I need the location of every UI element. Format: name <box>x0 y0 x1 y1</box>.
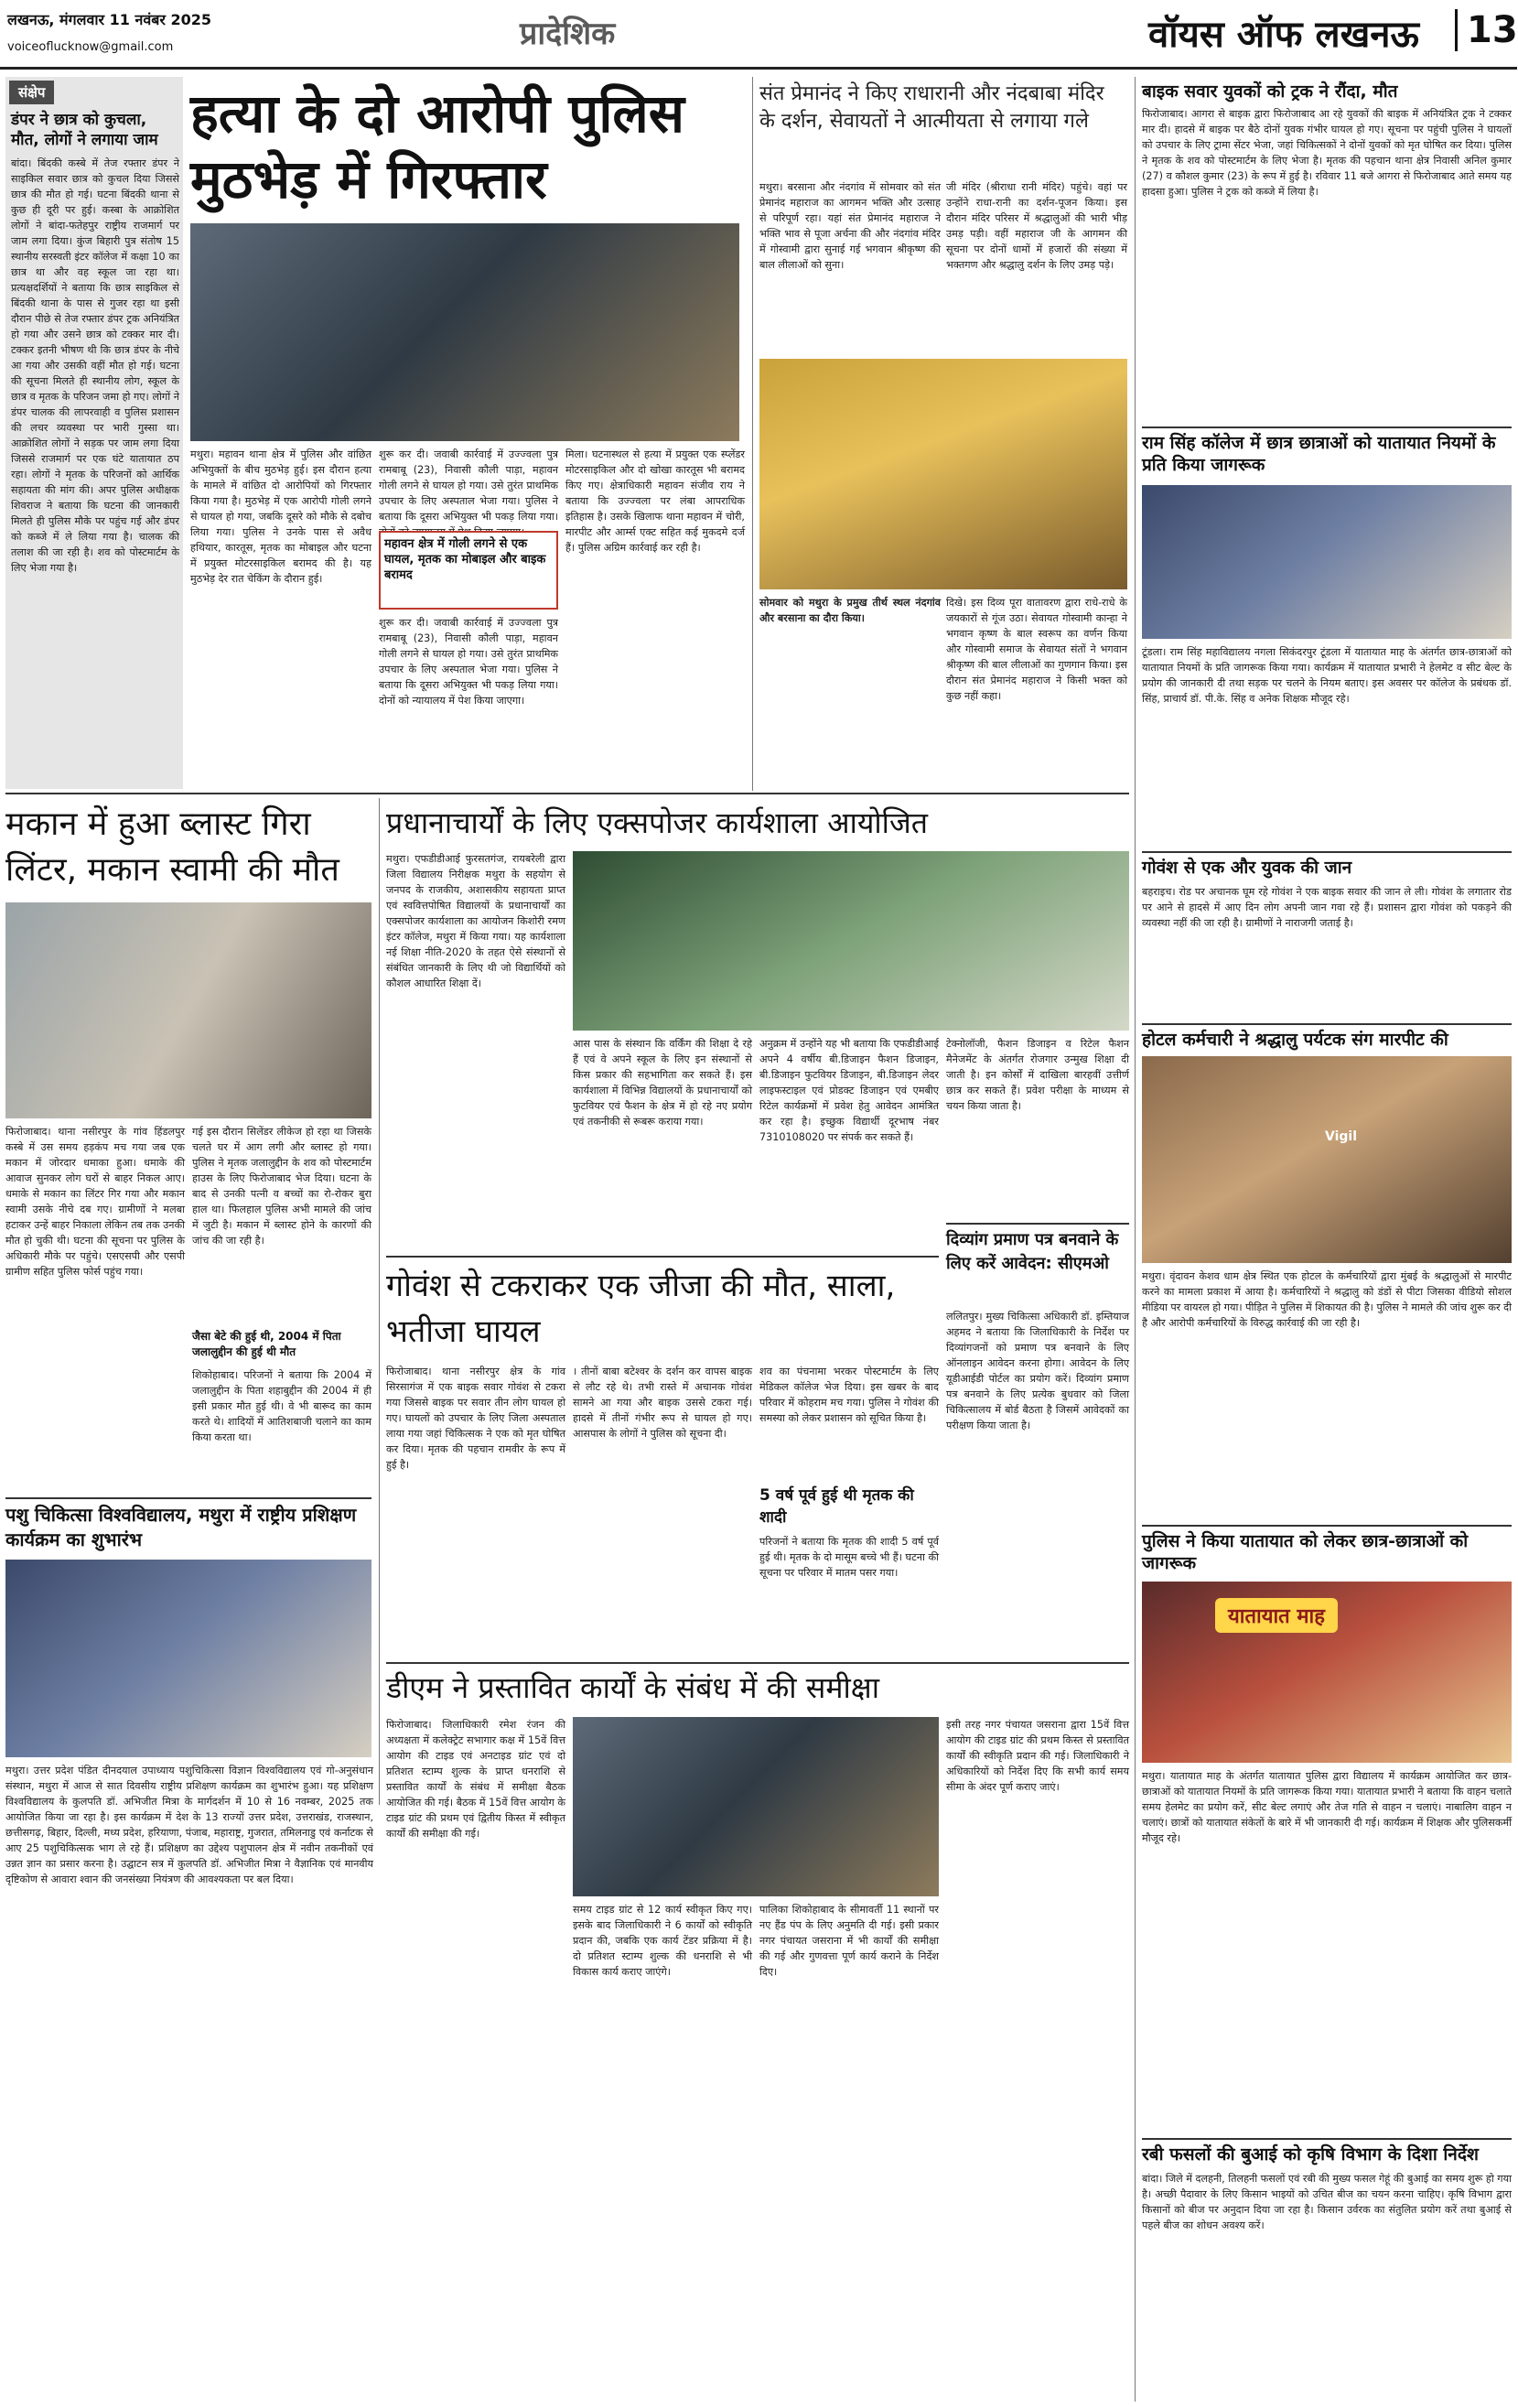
govansh-collision-body-c: शव का पंचनामा भरकर पोस्टमार्टम के लिए मेडिकल कॉलेज भेज दिया। इस खबर के बाद परिवार में कोहराम मच गया। पुलिस ने गोवंश की समस्या को लेकर प्रशासन को सूचित किया है। <box>759 1366 939 1424</box>
blast-body-c: शिकोहाबाद। परिजनों ने बताया कि 2004 में जलालुद्दीन के पिता शहाबुद्दीन की 2004 में ही इसी प्रकार मौत हुई थी। वे भी बारूद का काम करते थे। शादियों में आतिशबाजी चलाने का काम किया करता था। <box>192 1369 371 1443</box>
divider <box>386 1662 1129 1664</box>
ramsingh-photo <box>1142 485 1512 639</box>
govansh-collision-body-b: । तीनों बाबा बटेश्वर के दर्शन कर वापस बाइक से लौट रहे थे। तभी रास्ते में अचानक गोवंश सामने आ गया और बाइक उससे टकरा गई। हादसे में तीनों गंभीर रूप से घायल हो गए। आसपास के लोगों ने पुलिस को सूचना दी। <box>573 1366 752 1440</box>
dm-review-body-a: फिरोजाबाद। जिलाधिकारी रमेश रंजन की अध्यक्षता में कलेक्ट्रेट सभागार कक्ष में 15वें वित्त आयोग की टाइड एवं अनटाइड ग्रांट एवं दो प्रतिशत स्टाम्प शुल्क के प्राप्त धनराशि से प्रस्तावित कार्यों के संबंध में समीक्षा बैठक आयोजित की गई। बैठक में 15वें वित्त आयोग के टाइड ग्रांट की प्रथम एवं द्वितीय किस्त में स्वीकृत कार्यों की समीक्षा की गई। <box>386 1719 565 1840</box>
govansh-collision-body-a: फिरोजाबाद। थाना नसीरपुर क्षेत्र के गांव सिरसागंज में एक बाइक सवार गोवंश से टकरा गया जिससे बाइक पर सवार तीन लोग घायल हो गए। घायलों को उपचार के लिए जिला अस्पताल लाया गया जहां चिकित्सक ने एक को मृत घोषित कर दिया। मृतक की पहचान रामवीर के रूप में हुई है। <box>386 1366 565 1471</box>
dm-review-body-b: समय टाइड ग्रांट से 12 कार्य स्वीकृत किए गए। इसके बाद जिलाधिकारी ने 6 कार्यों को स्वीकृति प्रदान की, जबकि एक कार्य टेंडर प्रक्रिया में है। दो प्रतिशत स्टाम्प शुल्क की धनराशि से भी विकास कार्य कराए जाएंगे। <box>573 1904 752 1978</box>
premanand-caption: सोमवार को मथुरा के प्रमुख तीर्थ स्थल नंदगांव और बरसाना का दौरा किया। <box>759 597 941 624</box>
encounter-body-1: मथुरा। महावन थाना क्षेत्र में पुलिस और वांछित अभियुक्तों के बीच मुठभेड़ हुई। इस दौरान हत्या के मामले में वांछित दो आरोपियों को गिरफ्तार किया गया है। मुठभेड़ में एक आरोपी गोली लगने से घायल हो गया, जबकि दूसरे को मौके से दबोच लिया गया। पुलिस ने उनके पास से अवैध हथियार, कारतूस, मृतक का मोबाइल और घटना में प्रयुक्त मोटरसाइकिल बरामद की है। यह मुठभेड़ देर रात चेकिंग के दौरान हुई। <box>190 448 371 585</box>
vet-photo <box>5 1560 371 1757</box>
divider <box>946 1223 1129 1225</box>
dm-review-photo <box>573 1717 939 1896</box>
newspaper-brand: वॉयस ऑफ लखनऊ <box>1148 14 1419 56</box>
hotel-body: मथुरा। वृंदावन केशव धाम क्षेत्र स्थित एक होटल के कर्मचारियों द्वारा मुंबई के श्रद्धालुओं से मारपीट करने का मामला प्रकाश में आया है। कर्मचारियों ने श्रद्धालु को डंडों से पीटा जिसका वीडियो सोशल मीडिया पर वायरल हो गया। पीड़ित ने पुलिस में शिकायत की है। पुलिस ने मामले की जांच शुरू कर दी है और आरोपी कर्मचारियों के विरुद्ध कार्रवाई की जा रही है। <box>1142 1270 1512 1329</box>
vet-body: मथुरा। उत्तर प्रदेश पंडित दीनदयाल उपाध्याय पशुचिकित्सा विज्ञान विश्वविद्यालय एवं गो-अनुसंधान संस्थान, मथुरा में आज से सात दिवसीय राष्ट्रीय प्रशिक्षण कार्यक्रम का शुभारंभ हुआ। यह प्रशिक्षण विश्वविद्यालय के कुलपति डॉ. अभिजीत मित्रा के मार्गदर्शन में 10 से 16 नवम्बर, 2025 तक आयोजित किया जा रहा है। इस कार्यक्रम में देश के 13 राज्यों उत्तर प्रदेश, उत्तराखंड, राजस्थान, छत्तीसगढ़, बिहार, दिल्ली, मध्य प्रदेश, हरियाणा, पंजाब, महाराष्ट्र, गुजरात, तमिलनाडु एवं कर्नाटक से आए 25 पशुचिकित्सक भाग ले रहे हैं। प्रशिक्षण का उद्देश्य पशुपालन क्षेत्र में नवीन तकनीकों एवं उन्नत ज्ञान का प्रसार करना है। उद्घाटन सत्र में कुलपति डॉ. अभिजीत मित्रा ने वैज्ञानिक एवं मानवीय दृष्टिकोण से आवारा श्वान की जनसंख्या नियंत्रण की आवश्यकता पर बल दिया। <box>5 1765 373 1885</box>
encounter-callout: महावन क्षेत्र में गोली लगने से एक घायल, मृतक का मोबाइल और बाइक बरामद <box>379 531 558 610</box>
section-title: प्रादेशिक <box>520 16 616 52</box>
principals-body-c: टेक्नोलॉजी, फैशन डिजाइन व रिटेल फैशन मैनेजमेंट के अंतर्गत रोजगार उन्मुख शिक्षा दी जाती है। इन कोर्सों में दाखिला बारहवीं उत्तीर्ण छात्र कर सकते हैं। प्रवेश परीक्षा के माध्यम से चयन किया जाता है। <box>946 1038 1129 1112</box>
premanand-body-c: दिखे। इस दिव्य पूरा वातावरण द्वारा राधे-राधे के जयकारों से गूंज उठा। सेवायत गोस्वामी कान्हा ने भगवान कृष्ण के बाल स्वरूप का वर्णन किया और गोस्वामी समाज के सेवायत संतों ने भगवान श्रीकृष्ण की बाल लीलाओं का गुणगान किया। इस दौरान संत प्रेमानंद महाराज ने किसी भक्त को कुछ नहीं कहा। <box>946 597 1127 702</box>
principals-headline: प्रधानाचार्यों के लिए एक्सपोजर कार्यशाला आयोजित <box>386 805 928 840</box>
principals-body-b: अनुक्रम में उन्होंने यह भी बताया कि एफडीडीआई अपने 4 वर्षीय बी.डिजाइन फैशन डिजाइन, बी.डिजाइन फुटवियर डिजाइन, बी.डिजाइन लेदर लाइफस्टाइल एवं प्रोडक्ट डिजाइन एवं एमबीए रिटेल कार्यक्रमों में प्रवेश हेतु आवेदन आमंत्रित कर रहा है। इच्छुक विद्यार्थी दूरभाष नंबर 7310108020 पर संपर्क कर सकते हैं। <box>759 1038 939 1143</box>
right-column-divider <box>1135 77 1136 2402</box>
blast-body-a: फिरोजाबाद। थाना नसीरपुर के गांव हिंडलपुर कस्बे में उस समय हड़कंप मच गया जब एक मकान में जोरदार धमाका हुआ। धमाके की आवाज सुनकर लोग घरों से बाहर निकल आए। धमाके से मकान का लिंटर गिर गया और मकान स्वामी उसके नीचे दब गए। ग्रामीणों ने मलबा हटाकर उन्हें बाहर निकाला लेकिन तब तक उनकी मौत हो चुकी थी। घटना की सूचना पर पुलिस के अधिकारी मौके पर पहुंचे। एसएसपी और एसपी ग्रामीण सहित पुलिस फोर्स पहुंच गया। <box>5 1126 185 1278</box>
divider <box>1142 427 1512 428</box>
govansh-collision-subhead: 5 वर्ष पूर्व हुई थी मृतक की शादी <box>759 1486 914 1527</box>
bike-accident-body: फिरोजाबाद। आगरा से बाइक द्वारा फिरोजाबाद आ रहे युवकों की बाइक में अनियंत्रित ट्रक ने टक्कर मार दी। हादसे में बाइक पर बैठे दोनों युवक गंभीर घायल हो गए। सूचना पर पहुंची पुलिस ने घायलों को उपचार के लिए ट्रामा सेंटर भेजा, जहां चिकित्सकों ने दोनों युवकों को मृत घोषित कर दिया। पुलिस ने मृतक के शव को पोस्टमार्टम के लिए भेजा है। मृतक की पहचान थाना क्षेत्र निवासी अनिल कुमार (27) व कौशल कुमार (23) के रूप में हुई है। रविवार 11 बजे आगरा से फिरोजाबाद आते समय यह हादसा हुआ। पुलिस ने ट्रक को कब्जे में लिया है। <box>1142 108 1512 198</box>
govansh-collision-headline: गोवंश से टकराकर एक जीजा की मौत, साला, भतीजा घायल <box>386 1268 896 1350</box>
dm-review-headline: डीएम ने प्रस्तावित कार्यों के संबंध में की समीक्षा <box>386 1670 880 1705</box>
yatayat-photo <box>1142 1582 1512 1763</box>
divyang-body: ललितपुर। मुख्य चिकित्सा अधिकारी डॉ. इम्तियाज अहमद ने बताया कि जिलाधिकारी के निर्देश पर दिव्यांगजनों को प्रमाण पत्र बनवाने के लिए ऑनलाइन आवेदन करना होगा। आवेदन के लिए यूडीआईडी पोर्टल का प्रयोग करें। दिव्यांग प्रमाण पत्र बनवाने के लिए प्रत्येक बुधवार को जिला चिकित्सालय में बोर्ड बैठता है जिसमें आवेदकों का परीक्षण किया जाता है। <box>946 1311 1129 1431</box>
brief-tag: संक्षेप <box>9 81 54 104</box>
divider <box>5 1497 371 1499</box>
blast-headline: मकान में हुआ ब्लास्ट गिरा लिंटर, मकान स्वामी की मौत <box>5 805 339 889</box>
yatayat-banner: यातायात माह <box>1215 1598 1338 1633</box>
page-number: 13 <box>1455 9 1518 51</box>
contact-email[interactable]: voiceoflucknow@gmail.com <box>7 40 174 54</box>
divider <box>1142 1023 1512 1025</box>
principals-body-a: आस पास के संस्थान कि वर्किंग की शिक्षा दे रहे हैं एवं वे अपने स्कूल के लिए इन संस्थानों से किस प्रकार की सहभागिता कर सकते हैं। इस कार्यशाला में विभिन्न विद्यालयों के प्रधानाचार्यों को फुटवियर एवं फैशन के क्षेत्र में हो रहे नए प्रयोग एवं तकनीकी से रूबरू कराया गया। <box>573 1038 752 1128</box>
premanand-body-a: मथुरा। बरसाना और नंदगांव में सोमवार को संत प्रेमानंद महाराज का आगमन भक्ति और उत्साह से परिपूर्ण रहा। यहां संत प्रेमानंद महाराज ने भक्ति भाव से पूजा अर्चना की और नंदगांव मंदिर में गोस्वामी द्वारा सुनाई गई भगवान श्रीकृष्ण की बाल लीलाओं को सुना। <box>759 181 941 271</box>
encounter-body-3: मिला। घटनास्थल से हत्या में प्रयुक्त एक स्प्लेंडर मोटरसाइकिल और दो खोखा कारतूस भी बरामद किए गए। क्षेत्राधिकारी महावन संजीव राय ने बताया कि उज्ज्वला पर लंबा आपराधिक इतिहास है। उसके खिलाफ थाना महावन में चोरी, मारपीट और आर्म्स एक्ट सहित कई मुकदमे दर्ज हैं। पुलिस अग्रिम कार्रवाई कर रही है। <box>565 448 745 554</box>
divider <box>386 1256 939 1258</box>
divyang-headline: दिव्यांग प्रमाण पत्र बनवाने के लिए करें आवेदन: सीएमओ <box>946 1230 1119 1273</box>
principals-photo <box>573 851 1129 1031</box>
rabi-headline: रबी फसलों की बुआई को कृषि विभाग के दिशा निर्देश <box>1142 2144 1479 2165</box>
blast-photo <box>5 902 371 1118</box>
yatayat-body: मथुरा। यातायात माह के अंतर्गत यातायात पुलिस द्वारा विद्यालय में कार्यक्रम आयोजित कर छात्र-छात्राओं को यातायात नियमों के प्रति जागरूक किया गया। यातायात प्रभारी ने बताया कि वाहन चलाते समय हेलमेट का प्रयोग करें, सीट बेल्ट लगाएं और तेज गति से वाहन न चलाएं। नाबालिग वाहन न चलाएं। छात्रों को यातायात संकेतों के बारे में भी जानकारी दी गई। कार्यक्रम में शिक्षक और पुलिसकर्मी मौजूद रहे। <box>1142 1770 1512 1844</box>
encounter-body-2b: शुरू कर दी। जवाबी कार्रवाई में उज्ज्वला पुत्र रामबाबू (23), निवासी कौली पाड़ा, महावन गोली लगने से घायल हो गया। उसे तुरंत प्राथमिक उपचार के लिए अस्पताल भेजा गया। पुलिस ने बताया कि दूसरा अभियुक्त भी पकड़ लिया गया। दोनों को न्यायालय में पेश किया जाएगा। <box>379 617 558 707</box>
ramsingh-body: टूंडला। राम सिंह महाविद्यालय नगला सिकंदरपुर टूंडला में यातायात माह के अंतर्गत छात्र-छात्राओं को यातायात नियमों के प्रति जागरूक किया गया। कार्यक्रम में यातायात प्रभारी ने हेलमेट व सीट बेल्ट के प्रयोग की जानकारी दी तथा सड़क पर चलने के नियम बताए। इस अवसर पर कॉलेज के प्रबंधक डॉ. सिंह, प्राचार्य डॉ. पी.के. सिंह व अनेक शिक्षक मौजूद रहे। <box>1142 646 1512 705</box>
column-divider <box>752 77 753 791</box>
blast-subhead: जैसा बेटे की हुई थी, 2004 में पिता जलालुद्दीन की हुई थी मौत <box>192 1330 341 1358</box>
rabi-body: बांदा। जिले में दलहनी, तिलहनी फसलों एवं रबी की मुख्य फसल गेहूं की बुआई का समय शुरू हो गया है। अच्छी पैदावार के लिए किसान भाइयों को उचित बीज का चयन करना चाहिए। कृषि विभाग द्वारा किसानों को बीज पर अनुदान दिया जा रहा है। किसान उर्वरक का संतुलित प्रयोग करें तथा बुआई से पहले बीज का शोधन अवश्य करें। <box>1142 2173 1512 2231</box>
premanand-headline: संत प्रेमानंद ने किए राधारानी और नंदबाबा मंदिर के दर्शन, सेवायतों ने आत्मीयता से लगाया गले <box>759 82 1104 133</box>
ramsingh-headline: राम सिंह कॉलेज में छात्र छात्राओं को यातायात नियमों के प्रति किया जागरूक <box>1142 433 1496 475</box>
yatayat-headline: पुलिस ने किया यातायात को लेकर छात्र-छात्राओं को जागरूक <box>1142 1531 1469 1573</box>
encounter-body-2: शुरू कर दी। जवाबी कार्रवाई में उज्ज्वला पुत्र रामबाबू (23), निवासी कौली पाड़ा, महावन गोली लगने से घायल हो गया। उसे तुरंत प्राथमिक उपचार के लिए अस्पताल भेजा गया। पुलिस ने बताया कि दूसरा अभियुक्त भी पकड़ लिया गया। <box>379 448 558 523</box>
vet-headline: पशु चिकित्सा विश्वविद्यालय, मथुरा में राष्ट्रीय प्रशिक्षण कार्यक्रम का शुभारंभ <box>5 1504 357 1550</box>
divider <box>1142 2138 1512 2140</box>
masthead <box>0 0 1517 70</box>
encounter-headline: हत्या के दो आरोपी पुलिस मुठभेड़ में गिरफ्तार <box>190 82 684 211</box>
column-divider <box>379 798 380 1805</box>
hotel-photo-watermark: Vigil <box>1325 1129 1358 1144</box>
brief-headline: डंपर ने छात्र को कुचला, मौत, लोगों ने लगाया जाम <box>11 111 158 149</box>
divider <box>1142 1525 1512 1527</box>
brief-column <box>5 77 183 789</box>
dm-review-body-d: इसी तरह नगर पंचायत जसराना द्वारा 15वें वित्त आयोग की टाइड ग्रांट की प्रथम किस्त से प्रस्तावित कार्यों की स्वीकृति प्रदान की गई। जिलाधिकारी ने अधिकारियों को निर्देश दिए कि सभी कार्य समय सीमा के अंदर पूर्ण कराए जाएं। <box>946 1719 1129 1793</box>
dm-review-body-c: पालिका शिकोहाबाद के सीमावर्ती 11 स्थानों पर नए हैंड पंप के लिए अनुमति दी गई। इसी प्रकार नगर पंचायत जसराना में भी कार्यों की समीक्षा की गई और गुणवत्ता पूर्ण कार्य कराने के निर्देश दिए। <box>759 1904 939 1978</box>
govansh-collision-body-d: परिजनों ने बताया कि मृतक की शादी 5 वर्ष पूर्व हुई थी। मृतक के दो मासूम बच्चे भी हैं। घटना की सूचना पर परिवार में मातम पसर गया। <box>759 1536 939 1579</box>
hotel-headline: होटल कर्मचारी ने श्रद्धालु पर्यटक संग मारपीट की <box>1142 1030 1448 1050</box>
hotel-photo <box>1142 1056 1512 1263</box>
divider <box>1142 851 1512 853</box>
divider <box>5 793 1129 794</box>
principals-intro: मथुरा। एफडीडीआई फुरसतगंज, रायबरेली द्वारा जिला विद्यालय निरीक्षक मथुरा के सहयोग से जनपद के राजकीय, अशासकीय सहायता प्राप्त एवं स्ववित्तपोषित विद्यालयों के प्रधानाचार्यों का एक्सपोजर कार्यशाला का आयोजन किशोरी रमण इंटर कॉलेज, मथुरा में किया गया। यह कार्यशाला नई शिक्षा नीति-2020 के तहत ऐसे संस्थानों से संबंधित जानकारी के लिए थी जो विद्यार्थियों को कौशल आधारित शिक्षा दें। <box>386 853 565 989</box>
bike-accident-headline: बाइक सवार युवकों को ट्रक ने रौंदा, मौत <box>1142 81 1398 102</box>
encounter-photo <box>190 223 739 441</box>
issue-date: लखनऊ, मंगलवार 11 नवंबर 2025 <box>7 11 211 28</box>
blast-body-b: गई इस दौरान सिलेंडर लीकेज हो रहा था जिसके चलते घर में आग लगी और ब्लास्ट हो गया। पुलिस ने मृतक जलालुद्दीन के शव को पोस्टमार्टम हाउस के लिए फिरोजाबाद भेज दिया। घटना के बाद से उनकी पत्नी व बच्चों का रो-रोकर बुरा हाल था। फिलहाल पुलिस अभी मामले की जांच में जुटी है। मकान में ब्लास्ट होने के कारणों की जांच की जा रही है। <box>192 1126 371 1247</box>
govansh-single-headline: गोवंश से एक और युवक की जान <box>1142 858 1352 878</box>
brief-body: बांदा। बिंदकी कस्बे में तेज रफ्तार डंपर ने साइकिल सवार छात्र को कुचल दिया जिससे छात्र की मौत हो गई। घटना बिंदकी थाना से कुछ ही दूरी पर हुई। कस्बा के आक्रोशित लोगों ने बांदा-फतेहपुर राष्ट्रीय राजमार्ग पर जाम लगा दिया। कुंज बिहारी पुत्र संतोष 15 स्थानीय सरस्वती इंटर कॉलेज में कक्षा 10 का छात्र था और वह स्कूल जा रहा था। प्रत्यक्षदर्शियों ने बताया कि छात्र साइकिल से बिंदकी थाना के पास से गुजर रहा था इसी दौरान पीछे से तेज रफ्तार डंपर ट्रक अनियंत्रित हो गया और उसने छात्र को टक्कर मार दी। टक्कर इतनी भीषण थी कि छात्र डंपर के नीचे आ गया और उसकी वहीं मौत हो गई। घटना की सूचना मिलते ही स्थानीय लोग, स्कूल के छात्र व मृतक के परिजन जमा हो गए। लोगों ने डंपर चालक की लापरवाही व पुलिस प्रशासन की लचर व्यवस्था पर भारी गुस्सा था। आक्रोशित लोगों ने सड़क पर जाम लगा दिया जिससे राजमार्ग पर एक घंटे यातायात ठप रहा। लोगों ने मृतक के परिजनों को आर्थिक सहायता की मांग की। अपर पुलिस अधीक्षक शिवराज ने बताया कि घटना की जानकारी मिलते ही पुलिस मौके पर पहुंच गई और डंपर को कब्जे में ले लिया गया है। चालक की तलाश की जा रही है। शव को पोस्टमार्टम के लिए भेजा गया है। <box>11 157 179 574</box>
premanand-photo <box>759 359 1127 589</box>
premanand-body-b: जी मंदिर (श्रीराधा रानी मंदिर) पहुंचे। वहां पर उन्होंने राधा-रानी का दर्शन-पूजन किया। इस दौरान मंदिर परिसर में श्रद्धालुओं की भारी भीड़ उमड़ पड़ी। वहीं महाराज जी के आगमन की सूचना पर दोनों धामों में हजारों की संख्या में भक्तगण और श्रद्धालु दर्शन के लिए उमड़ पड़े। <box>946 181 1127 271</box>
govansh-single-body: बहराइच। रोड पर अचानक घूम रहे गोवंश ने एक बाइक सवार की जान ले ली। गोवंश के लगातार रोड पर आने से हादसे में आए दिन लोग अपनी जान गवा रहे हैं। प्रशासन द्वारा गोवंश को पकड़ने की व्यवस्था नहीं की जा रही है। ग्रामीणों ने नाराजगी जताई है। <box>1142 886 1512 929</box>
